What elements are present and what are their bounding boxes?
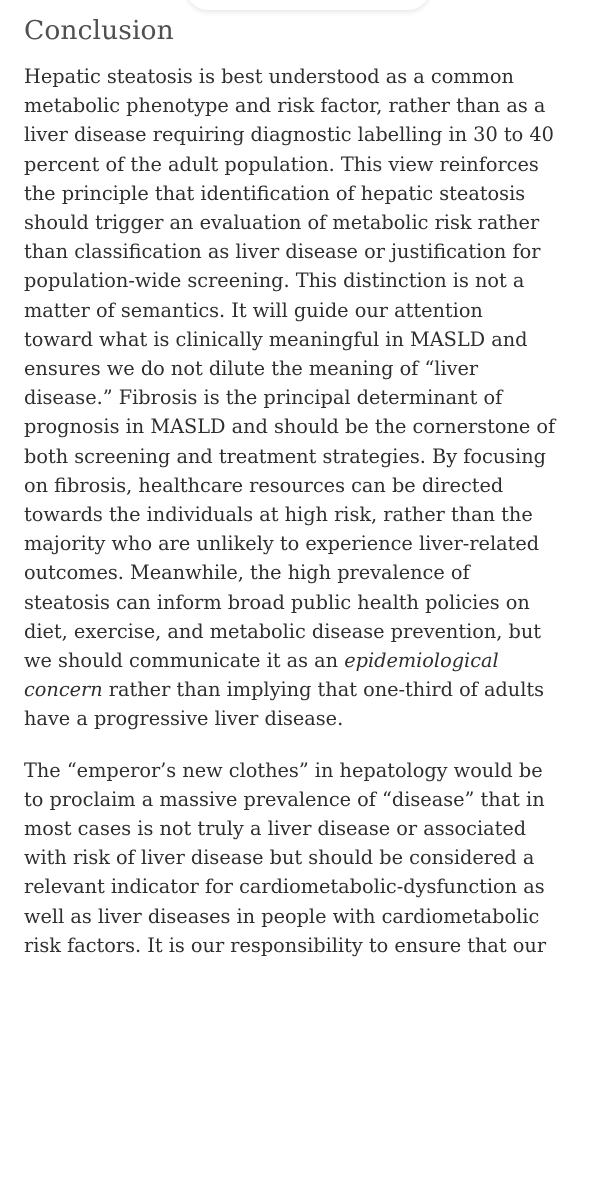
text-line: majority who are unlikely to experience liver-related (24, 532, 540, 556)
text-line: with risk of liver disease but should be considered a (24, 846, 535, 870)
conclusion-paragraph-2 (24, 756, 599, 960)
text-line: toward what is clinically meaningful in MASLD and (24, 327, 528, 351)
italic-term: concern (24, 678, 103, 702)
text-line: should trigger an evaluation of metabolic risk rather (24, 211, 540, 235)
text-line: prognosis in MASLD and should be the cornerstone of (24, 415, 556, 439)
text-line: steatosis can inform broad public health policies on (24, 590, 530, 614)
article-body (24, 12, 599, 982)
text-line: risk factors. It is our responsibility to ensure that our (24, 933, 547, 957)
text-line: diet, exercise, and metabolic disease prevention, but (24, 619, 542, 643)
text-line: both screening and treatment strategies. By focusing (24, 444, 547, 468)
text-line: relevant indicator for cardiometabolic-dysfunction as (24, 875, 545, 899)
text-line: most cases is not truly a liver disease or associated (24, 817, 527, 841)
text-line: than classification as liver disease or justification for (24, 240, 541, 264)
text-line (24, 675, 599, 704)
text-line: towards the individuals at high risk, rather than the (24, 503, 533, 527)
section-heading-conclusion: Conclusion (24, 15, 174, 46)
top-pull-tab[interactable] (186, 0, 430, 10)
text-line: have a progressive liver disease. (24, 707, 344, 731)
text-line: matter of semantics. It will guide our attention (24, 298, 483, 322)
text-line: the principle that identification of hepatic steatosis (24, 181, 526, 205)
text-line: percent of the adult population. This view reinforces (24, 152, 539, 176)
text-line: outcomes. Meanwhile, the high prevalence of (24, 561, 470, 585)
italic-term: epidemiological (344, 649, 499, 673)
text-segment: we should communicate it as an (24, 649, 345, 673)
text-line: well as liver diseases in people with cardiometabolic (24, 904, 540, 928)
text-line: disease.” Fibrosis is the principal determinant of (24, 386, 503, 410)
text-line: on fibrosis, healthcare resources can be directed (24, 473, 504, 497)
conclusion-paragraph-1 (24, 62, 599, 734)
text-line: The “emperor’s new clothes” in hepatology would be (24, 758, 543, 782)
text-line (24, 646, 599, 675)
text-segment: rather than implying that one-third of adults (102, 678, 545, 702)
text-line: liver disease requiring diagnostic labelling in 30 to 40 (24, 123, 554, 147)
text-line: metabolic phenotype and risk factor, rather than as a (24, 94, 546, 118)
text-line: population-wide screening. This distinction is not a (24, 269, 525, 293)
text-line: Hepatic steatosis is best understood as a common (24, 65, 514, 88)
text-line: to proclaim a massive prevalence of “disease” that in (24, 787, 545, 811)
text-line: ensures we do not dilute the meaning of “liver (24, 357, 479, 381)
